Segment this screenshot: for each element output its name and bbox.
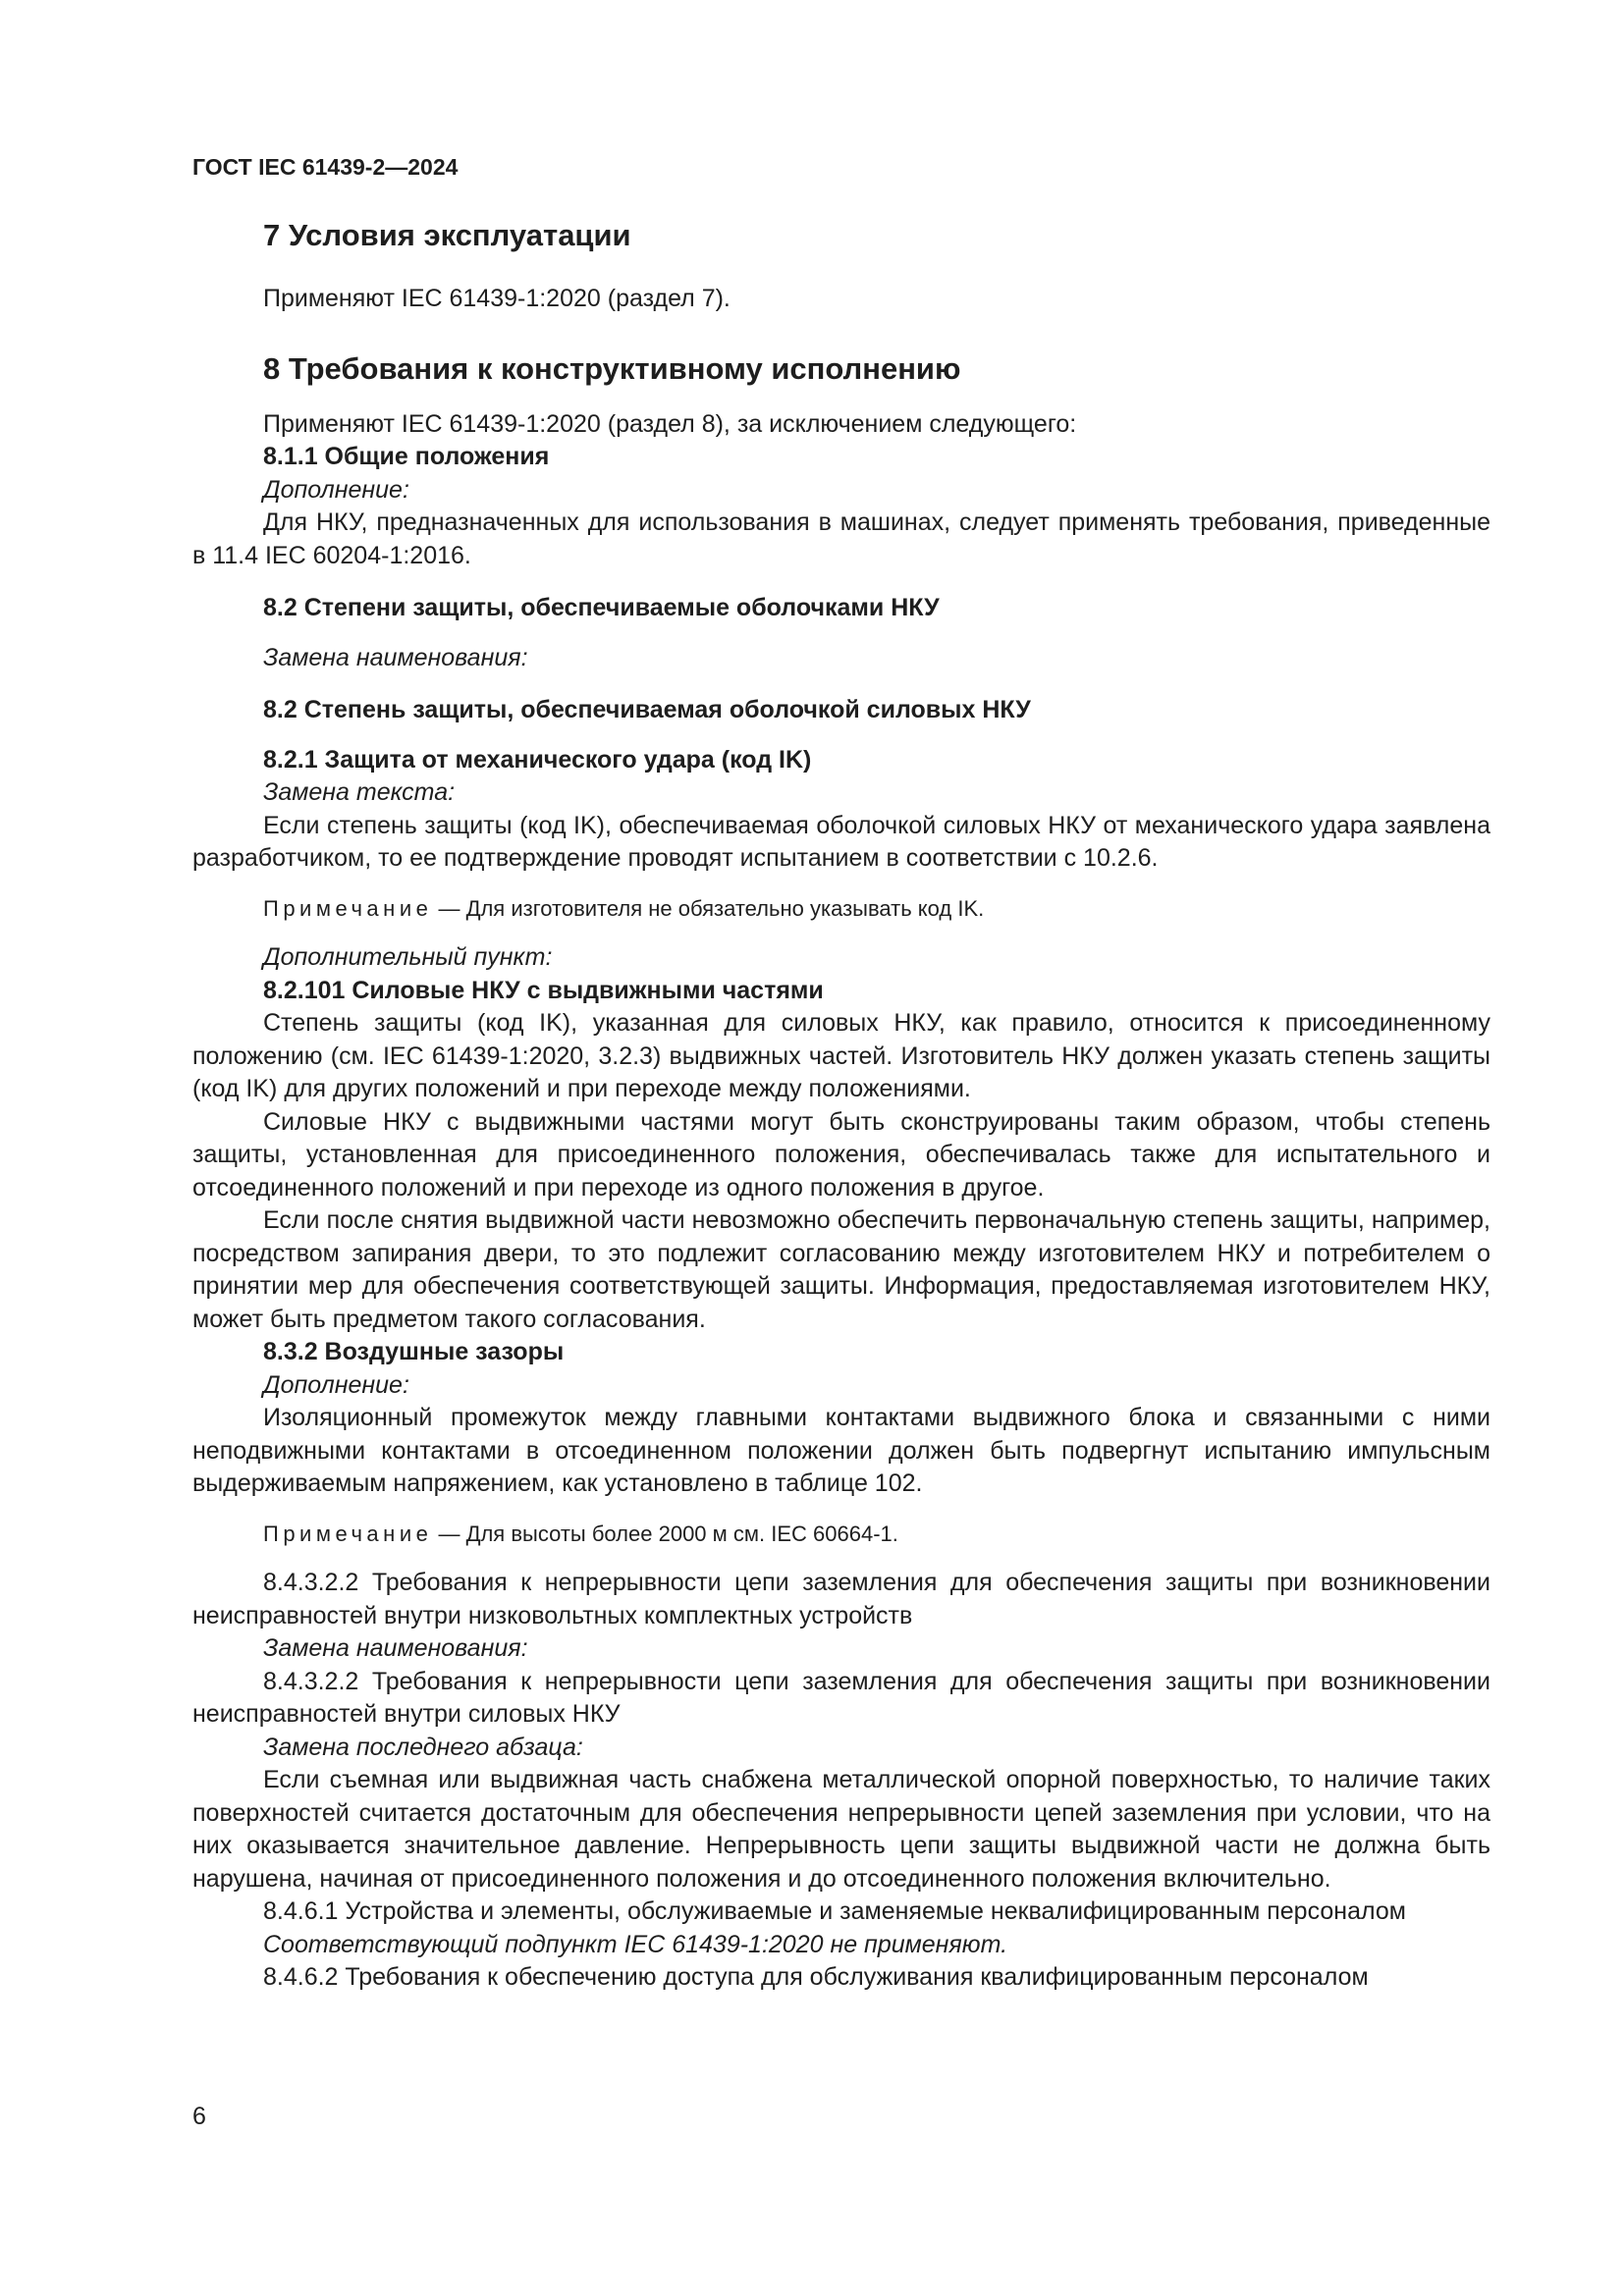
doc-code: ГОСТ IEC 61439-2—2024 <box>192 154 459 180</box>
clause-8-2-101-note: Дополнительный пункт: <box>263 943 553 971</box>
clause-8-1-1-text: Для НКУ, предназначенных для использования в машинах, следует применять требования, приведенные в 11.4 IEC 60204-1:2016. <box>192 508 1490 569</box>
clause-8-2-101-para-1: Степень защиты (код IK), указанная для силовых НКУ, как правило, относится к присоединенному положению (см. IEC 61439-1:2020, 3.2.3) выдвижных частей. Изготовитель НКУ должен указать степень защиты (код IK) для других положений и при переходе между положениями. <box>192 1009 1490 1102</box>
section-7-title: 7 Условия эксплуатации <box>263 218 631 252</box>
clause-8-3-2-note: Дополнение: <box>263 1370 409 1399</box>
remark-text: — Для высоты более 2000 м см. IEC 60664-1. <box>432 1521 898 1546</box>
clause-8-2-1-note: Замена текста: <box>263 778 456 806</box>
clause-8-2-1-remark <box>192 892 1490 926</box>
clause-8-2-1-text: Если степень защиты (код IK), обеспечиваемая оболочкой силовых НКУ от механического удара заявлена разработчиком, то ее подтверждение проводят испытанием в соответствии с 10.2.6. <box>192 811 1490 872</box>
clause-8-4-6-2-title: 8.4.6.2 Требования к обеспечению доступа для обслуживания квалифицированным персоналом <box>263 1963 1369 1991</box>
clause-8-4-3-2-2-note-1: Замена наименования: <box>263 1634 528 1662</box>
section-8-title: 8 Требования к конструктивному исполнению <box>263 350 961 386</box>
clause-8-2-101-title: 8.2.101 Силовые НКУ с выдвижными частями <box>263 976 824 1004</box>
clause-8-4-6-1-note: Соответствующий подпункт IEC 61439-1:2020 не применяют. <box>263 1930 1008 1958</box>
section-7-text: Применяют IEC 61439-1:2020 (раздел 7). <box>263 285 731 312</box>
section-8-intro: Применяют IEC 61439-1:2020 (раздел 8), за исключением следующего: <box>263 409 1077 438</box>
clause-8-2-1-title: 8.2.1 Защита от механического удара (код IK) <box>263 745 812 774</box>
page-number: 6 <box>192 2103 206 2130</box>
remark-label: Примечание <box>263 895 433 921</box>
page-body <box>192 216 1490 1995</box>
clause-8-4-3-2-2-old-title: 8.4.3.2.2 Требования к непрерывности цепи заземления для обеспечения защиты при возникновении неисправностей внутри низковольтных комплектных устройств <box>192 1569 1490 1629</box>
clause-8-4-3-2-2-new-title: 8.4.3.2.2 Требования к непрерывности цепи заземления для обеспечения защиты при возникновении неисправностей внутри силовых НКУ <box>192 1667 1490 1728</box>
clause-8-2-title: 8.2 Степени защиты, обеспечиваемые оболочками НКУ <box>263 594 940 621</box>
clause-8-2-101-para-2: Силовые НКУ с выдвижными частями могут быть сконструированы таким образом, чтобы степень защиты, установленная для присоединенного положения, обеспечивалась также для испытательного и отсоединенного положений и при переходе из одного положения в другое. <box>192 1107 1490 1201</box>
clause-8-4-3-2-2-note-2: Замена последнего абзаца: <box>263 1733 583 1761</box>
clause-8-2-note: Замена наименования: <box>263 643 528 671</box>
clause-8-2-new-title: 8.2 Степень защиты, обеспечиваемая оболочкой силовых НКУ <box>263 696 1031 723</box>
clause-8-3-2-text: Изоляционный промежуток между главными контактами выдвижного блока и связанными с ними неподвижными контактами в отсоединенном положении должен быть подвергнут испытанию импульсным выдерживаемым напряжением, как установлено в таблице 102. <box>192 1404 1490 1497</box>
clause-8-4-3-2-2-text: Если съемная или выдвижная часть снабжена металлической опорной поверхностью, то наличие таких поверхностей считается достаточным для обеспечения непрерывности цепей заземления при условии, что на них оказывается значительное давление. Непрерывность цепи защиты выдвижной части не должна быть нарушена, начиная от присоединенного положения и до отсоединенного положения включительно. <box>192 1766 1490 1893</box>
clause-8-4-6-1-title: 8.4.6.1 Устройства и элементы, обслуживаемые и заменяемые неквалифицированным персоналом <box>263 1897 1406 1925</box>
clause-8-1-1-note: Дополнение: <box>263 475 409 504</box>
remark-text: — Для изготовителя не обязательно указывать код IK. <box>432 895 985 921</box>
clause-8-1-1-title: 8.1.1 Общие положения <box>263 443 550 470</box>
clause-8-3-2-title: 8.3.2 Воздушные зазоры <box>263 1338 565 1365</box>
clause-8-3-2-remark <box>192 1518 1490 1551</box>
remark-label: Примечание <box>263 1521 433 1546</box>
clause-8-2-101-para-3: Если после снятия выдвижной части невозможно обеспечить первоначальную степень защиты, например, посредством запирания двери, то это подлежит согласованию между изготовителем НКУ и потребителем о принятии мер для обеспечения соответствующей защиты. Информация, предоставляемая изготовителем НКУ, может быть предметом такого согласования. <box>192 1206 1490 1333</box>
